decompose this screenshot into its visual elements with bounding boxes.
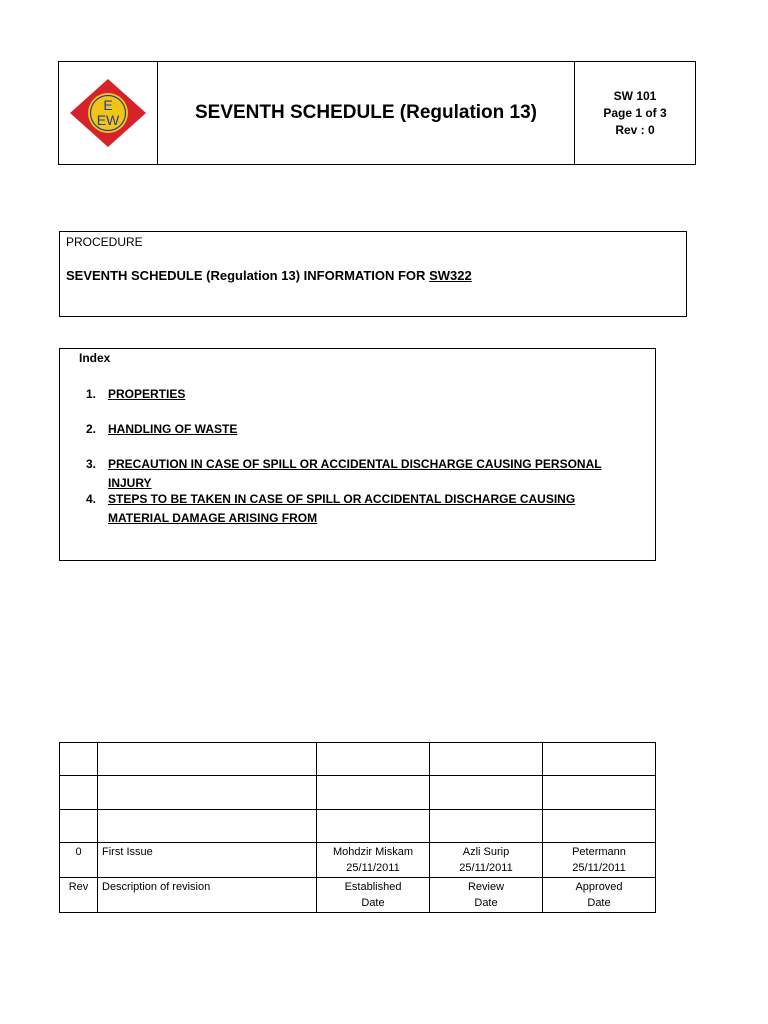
approved-date-label: Date [587,897,611,910]
company-logo [68,77,148,149]
procedure-box [59,231,687,317]
rev-cell [60,743,98,776]
review-cell [430,809,543,842]
established-date-label: Date [361,897,385,910]
revision-number: Rev : 0 [615,122,655,137]
approved-cell [543,809,656,842]
index-item-handling-of-waste[interactable] [86,420,626,439]
approved-cell [543,776,656,809]
review-name: Azli Surip [462,846,510,859]
index-item-link[interactable]: HANDLING OF WASTE [108,422,238,436]
table-row [60,743,656,776]
index-item-properties[interactable] [86,385,626,404]
table-row [60,843,656,878]
index-box [59,348,656,561]
index-item-number: 1. [86,387,97,401]
page-number: Page 1 of 3 [603,105,667,120]
index-title: Index [79,351,111,365]
index-item-steps[interactable] [86,490,626,528]
description-cell [98,743,317,776]
approved-cell [543,743,656,776]
established-name: Mohdzir Miskam [332,846,414,859]
review-label: Review [467,881,505,894]
approved-label: Approved [575,881,623,894]
index-item-link[interactable]: PROPERTIES [108,387,186,401]
procedure-title-text: SEVENTH SCHEDULE (Regulation 13) INFORMATION FOR [66,268,430,283]
index-item-number: 4. [86,492,97,506]
established-label: Established [344,881,402,894]
rev-cell [60,776,98,809]
review-cell [430,776,543,809]
review-date-label: Date [474,897,498,910]
established-cell [317,843,430,878]
doc-code: SW 101 [613,88,657,103]
approved-cell [543,843,656,878]
rev-cell: Rev [60,878,98,913]
description-cell: First Issue [98,843,317,878]
logo-letters-bottom: EW [96,112,120,128]
procedure-title-code: SW322 [429,268,472,283]
rev-cell: 0 [60,843,98,878]
index-item-number: 3. [86,457,97,471]
established-cell [317,743,430,776]
review-cell [430,843,543,878]
approved-cell [543,878,656,913]
table-header-row [60,878,656,913]
header-title: SEVENTH SCHEDULE (Regulation 13) [158,62,575,164]
revision-table [59,742,656,913]
index-item-number: 2. [86,422,97,436]
established-cell [317,878,430,913]
document-header [58,61,696,165]
table-row [60,776,656,809]
description-cell [98,776,317,809]
procedure-title [66,268,680,284]
index-item-link[interactable]: PRECAUTION IN CASE OF SPILL OR ACCIDENTAL DISCHARGE CAUSING PERSONAL INJURY [108,457,602,490]
header-meta [575,62,695,164]
review-cell [430,743,543,776]
index-item-link[interactable]: STEPS TO BE TAKEN IN CASE OF SPILL OR ACCIDENTAL DISCHARGE CAUSING MATERIAL DAMAGE ARISING FROM [108,492,576,525]
review-date: 25/11/2011 [459,862,513,875]
table-row [60,809,656,842]
rev-cell [60,809,98,842]
procedure-label: PROCEDURE [66,235,143,249]
approved-name: Petermann [572,846,626,859]
description-cell: Description of revision [98,878,317,913]
index-item-precaution[interactable] [86,455,626,493]
review-cell [430,878,543,913]
approved-date: 25/11/2011 [572,862,626,875]
logo-cell [59,62,158,164]
logo-letter-top: E [103,97,113,113]
description-cell [98,809,317,842]
established-cell [317,809,430,842]
established-date: 25/11/2011 [346,862,400,875]
established-cell [317,776,430,809]
